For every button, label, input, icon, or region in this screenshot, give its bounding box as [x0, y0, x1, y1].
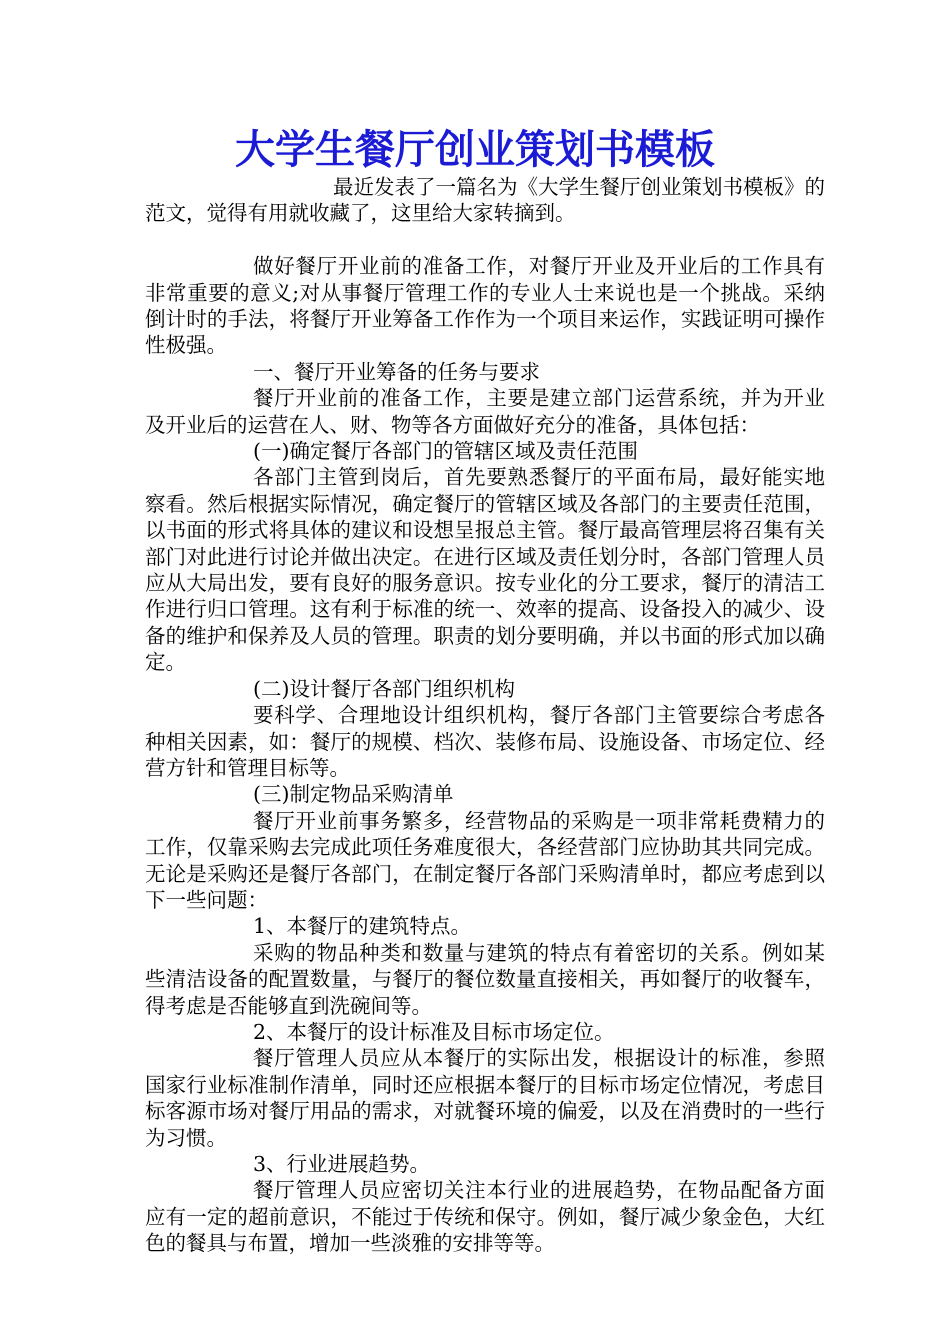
list-item-heading: 3、行业进展趋势。 [253, 1152, 431, 1177]
body-paragraph: 餐厅管理人员应密切关注本行业的进展趋势，在物品配备方面应有一定的超前意识，不能过于传统和保守。例如，餐厅减少象金色，大红色的餐具与布置，增加一些淡雅的安排等等。 [145, 1178, 825, 1256]
document-title: 大学生餐厅创业策划书模板 [235, 127, 715, 173]
body-paragraph: 各部门主管到岗后，首先要熟悉餐厅的平面布局，最好能实地察看。然后根据实际情况，确定餐厅的管辖区域及各部门的主要责任范围，以书面的形式将具体的建议和设想呈报总主管。餐厅最高管理层将召集有关部门对此进行讨论并做出决定。在进行区域及责任划分时，各部门管理人员应从大局出发，要有良好的服务意识。按专业化的分工要求，餐厅的清洁工作进行归口管理。这有利于标准的统一、效率的提高、设备投入的减少、设备的维护和保养及人员的管理。职责的划分要明确，并以书面的形式加以确定。 [145, 465, 825, 675]
body-paragraph: 餐厅开业前的准备工作，主要是建立部门运营系统，并为开业及开业后的运营在人、财、物等各方面做好充分的准备，具体包括： [145, 386, 825, 437]
subsection-heading: (二)设计餐厅各部门组织机构 [253, 676, 515, 701]
body-paragraph: 餐厅开业前事务繁多，经营物品的采购是一项非常耗费精力的工作，仅靠采购去完成此项任务难度很大，各经营部门应协助其共同完成。无论是采购还是餐厅各部门，在制定餐厅各部门采购清单时，都应考虑到以下一些问题： [145, 808, 825, 912]
subsection-heading: (一)确定餐厅各部门的管辖区域及责任范围 [253, 439, 638, 464]
list-item-heading: 1、本餐厅的建筑特点。 [253, 914, 472, 939]
intro-paragraph: 最近发表了一篇名为《大学生餐厅创业策划书模板》的范文，觉得有用就收藏了，这里给大家转摘到。 [145, 175, 825, 226]
body-paragraph: 要科学、合理地设计组织机构，餐厅各部门主管要综合考虑各种相关因素，如：餐厅的规模、档次、装修布局、设施设备、市场定位、经营方针和管理目标等。 [145, 703, 825, 780]
subsection-heading: (三)制定物品采购清单 [253, 782, 454, 807]
body-paragraph: 采购的物品种类和数量与建筑的特点有着密切的关系。例如某些清洁设备的配置数量，与餐厅的餐位数量直接相关，再如餐厅的收餐车，得考虑是否能够直到洗碗间等。 [145, 940, 825, 1018]
document-body [145, 174, 825, 1257]
section-heading: 一、餐厅开业筹备的任务与要求 [253, 359, 540, 384]
paragraph-spacer [145, 227, 825, 253]
body-paragraph: 做好餐厅开业前的准备工作，对餐厅开业及开业后的工作具有非常重要的意义;对从事餐厅管理工作的专业人士来说也是一个挑战。采纳倒计时的手法，将餐厅开业筹备工作作为一个项目来运作，实践证明可操作性极强。 [145, 254, 825, 358]
body-paragraph: 餐厅管理人员应从本餐厅的实际出发，根据设计的标准，参照国家行业标准制作清单，同时还应根据本餐厅的目标市场定位情况，考虑目标客源市场对餐厅用品的需求，对就餐环境的偏爱，以及在消费时的一些行为习惯。 [145, 1046, 825, 1150]
list-item-heading: 2、本餐厅的设计标准及目标市场定位。 [253, 1019, 615, 1044]
